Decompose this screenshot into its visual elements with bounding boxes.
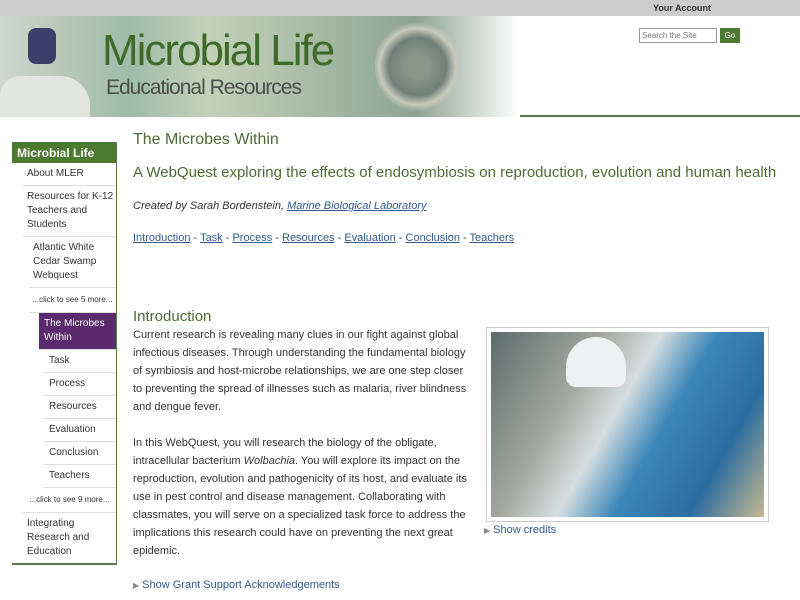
sidebar-item-resources-k12[interactable]: Resources for K-12 Teachers and Students (23, 186, 116, 237)
search-go-button[interactable]: Go (720, 28, 740, 43)
top-bar (0, 0, 800, 16)
banner-rock (0, 76, 90, 117)
microbe-image (375, 19, 460, 114)
text: . You will explore its impact on the reproduction, evolution and pathogenicity of its host, and evaluate its use in pest control and disease management. Collaborating with classmates, you will serve on a specialized task force to address the implications this research could have on preventing the next great epidemic. (133, 455, 467, 557)
webquest-nav (133, 232, 783, 244)
separator: - (272, 232, 282, 244)
search-input[interactable] (639, 28, 717, 43)
sidebar-heading[interactable]: Microbial Life (12, 142, 116, 163)
separator: - (334, 232, 345, 244)
author-credit (133, 200, 783, 212)
protective-hood (566, 337, 626, 387)
page-title: The Microbes Within (133, 131, 279, 148)
credit-text: Created by Sarah Bordenstein, (133, 200, 288, 212)
logo-subtitle: Educational Resources (106, 76, 301, 99)
expand-triangle-icon: ▶ (484, 526, 491, 535)
sidebar-item-task[interactable]: Task (44, 350, 116, 373)
sidebar-item-integrating[interactable]: Integrating Research and Education (27, 518, 90, 557)
grant-acknowledgements-toggle[interactable] (133, 579, 340, 591)
mbl-link[interactable]: Marine Biological Laboratory (287, 200, 427, 212)
banner-image[interactable] (0, 16, 520, 117)
introduction-text (133, 326, 473, 578)
site-banner (0, 16, 800, 117)
expand-triangle-icon: ▶ (133, 581, 140, 590)
sidebar-item-microbes-within[interactable]: The Microbes Within (39, 313, 116, 350)
grant-label: Show Grant Support Acknowledgements (142, 579, 340, 591)
sidebar-show-more-5[interactable]: ...click to see 5 more... (29, 288, 116, 313)
banner-hiker (28, 28, 56, 64)
sidebar-item-teachers[interactable]: Teachers (44, 465, 116, 488)
sidebar-item-atlantic-cedar[interactable]: Atlantic White Cedar Swamp Webquest (29, 237, 116, 288)
introduction-heading: Introduction (133, 308, 212, 325)
main-content (133, 130, 783, 244)
sidebar-item-evaluation[interactable]: Evaluation (44, 419, 116, 442)
separator: - (190, 232, 201, 244)
logo-title: Microbial Life (102, 26, 334, 75)
page-subtitle: A WebQuest exploring the effects of endosymbiosis on reproduction, evolution and human health (133, 164, 777, 181)
nav-resources[interactable]: Resources (282, 232, 335, 244)
intro-paragraph-2 (133, 434, 473, 560)
separator: - (222, 232, 233, 244)
your-account-link[interactable]: Your Account (653, 3, 711, 13)
text: In this WebQuest, you will research the biology of the obligate, intracellular bacterium (133, 437, 437, 467)
sidebar-show-more-9[interactable]: ...click to see 9 more... (23, 488, 116, 513)
show-credits-toggle[interactable] (484, 524, 556, 536)
nav-task[interactable]: Task (200, 232, 223, 244)
wolbachia-term: Wolbachia (243, 455, 296, 467)
separator: - (395, 232, 406, 244)
nav-teachers[interactable]: Teachers (469, 232, 515, 244)
sidebar-item-resources[interactable]: Resources (44, 396, 116, 419)
sidebar-nav (12, 142, 117, 565)
intro-paragraph-1: Current research is revealing many clues in our fight against global infectious diseases. Through understanding the fundamental biology of symbiosis and host-microbe relationships, we are one step closer to preventing the spread of illnesses such as malaria, river blindness and dengue fever. (133, 329, 467, 413)
show-credits-label: Show credits (493, 524, 557, 536)
nav-evaluation[interactable]: Evaluation (344, 232, 396, 244)
researcher-image (491, 332, 764, 517)
separator: - (459, 232, 470, 244)
lab-photo (486, 327, 769, 522)
sidebar-item-process[interactable]: Process (44, 373, 116, 396)
nav-process[interactable]: Process (232, 232, 273, 244)
nav-introduction[interactable]: Introduction (133, 232, 191, 244)
nav-conclusion[interactable]: Conclusion (405, 232, 460, 244)
sidebar-item-about[interactable]: About MLER (23, 163, 116, 186)
sidebar-item-conclusion[interactable]: Conclusion (44, 442, 116, 465)
